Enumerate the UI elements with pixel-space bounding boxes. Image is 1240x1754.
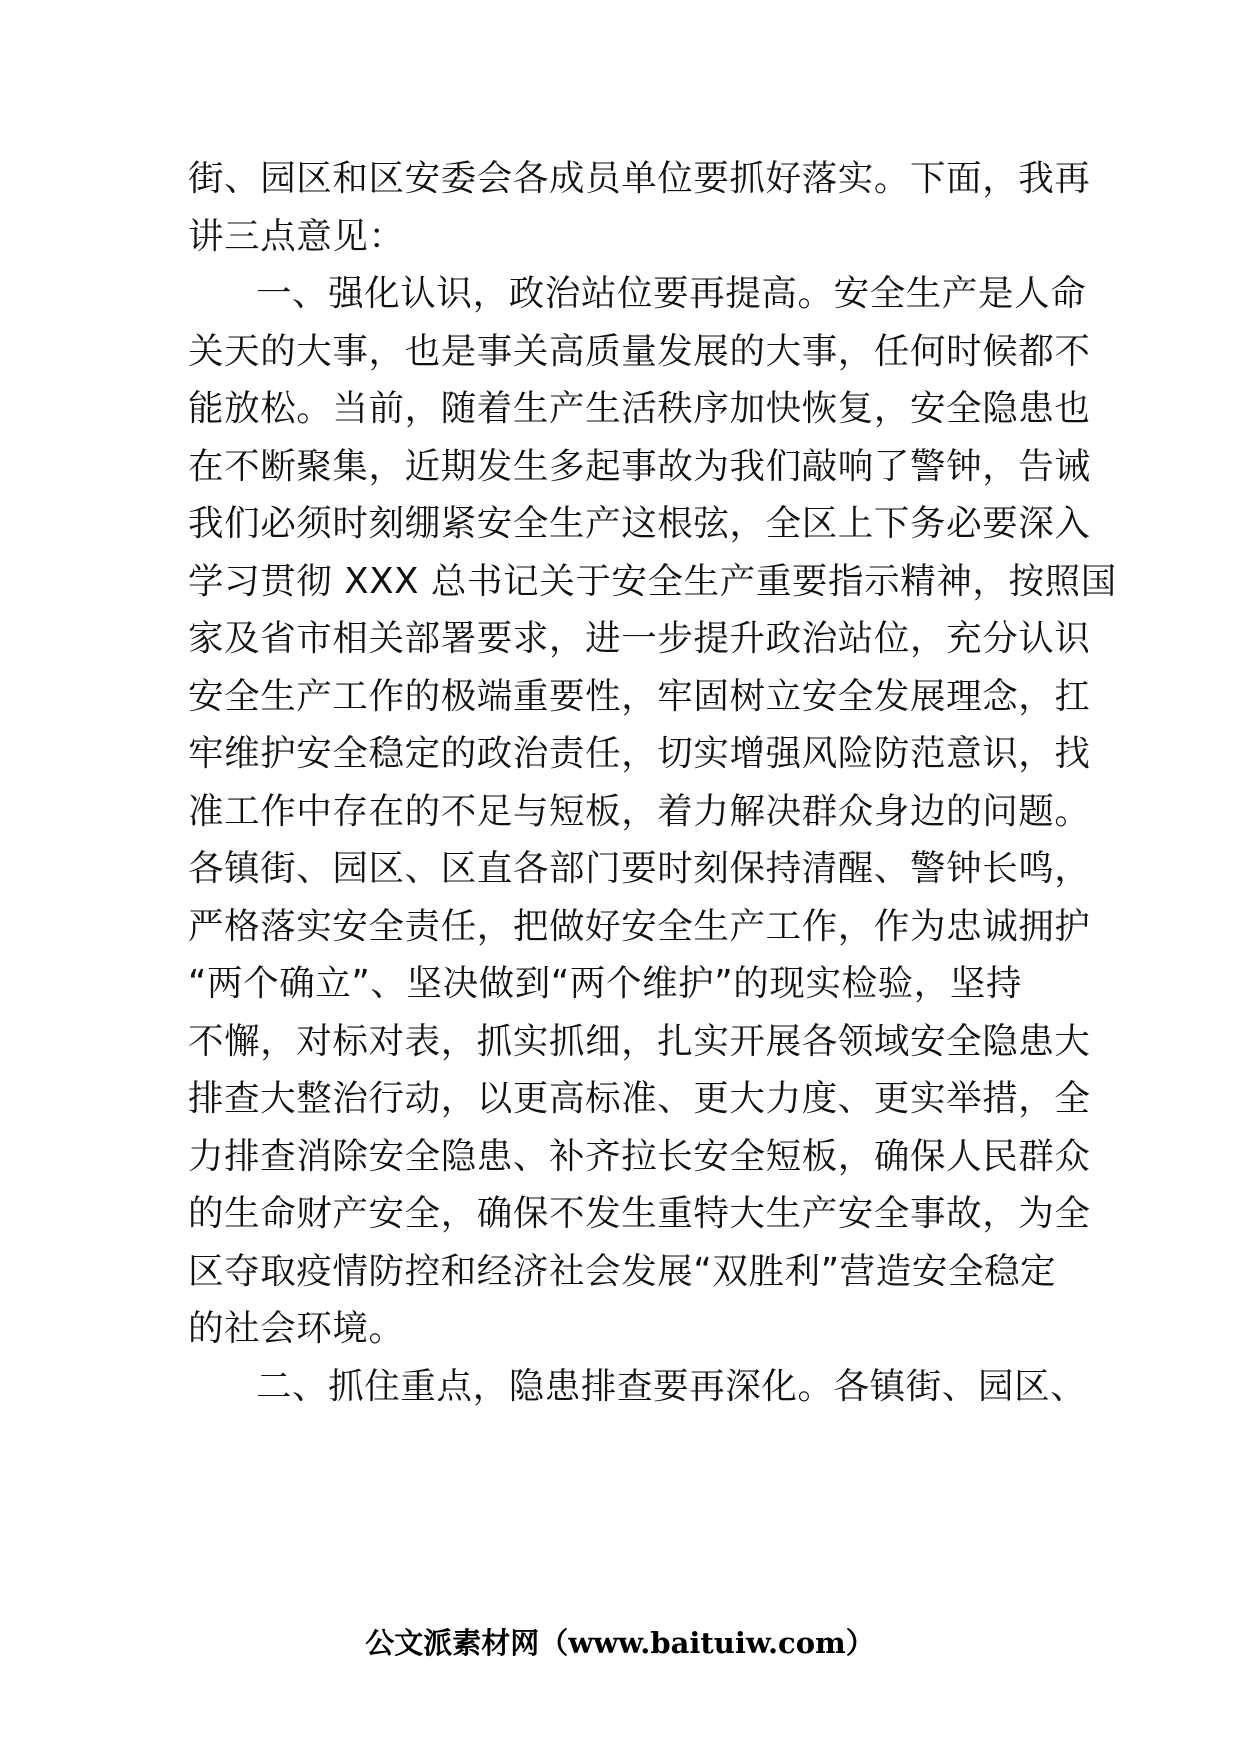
text-line: 力排查消除安全隐患、补齐拉长安全短板，确保人民群众 xyxy=(188,1136,1091,1177)
text-line: 我们必须时刻绷紧安全生产这根弦，全区上下务必要深入 xyxy=(188,503,1091,544)
paragraph-heading-1: 一、强化认识，政治站位要再提高。安全生产是人命 xyxy=(256,273,1087,314)
text-line: 学习贯彻 XXX 总书记关于安全生产重要指示精神，按照国 xyxy=(188,561,1117,602)
text-line: 准工作中存在的不足与短板，着力解决群众身边的问题。 xyxy=(188,791,1091,832)
text-line: 的社会环境。 xyxy=(188,1308,405,1349)
text-line: 排查大整治行动，以更高标准、更大力度、更实举措，全 xyxy=(188,1078,1091,1119)
text-line: 牢维护安全稳定的政治责任，切实增强风险防范意识，找 xyxy=(188,733,1091,774)
text-line: 的生命财产安全，确保不发生重特大生产安全事故，为全 xyxy=(188,1193,1091,1234)
text-line: 在不断聚集，近期发生多起事故为我们敲响了警钟，告诫 xyxy=(188,446,1091,487)
text-line: 家及省市相关部署要求，进一步提升政治站位，充分认识 xyxy=(188,618,1091,659)
text-line: 安全生产工作的极端重要性，牢固树立安全发展理念，扛 xyxy=(188,676,1091,717)
text-line: 关天的大事，也是事关高质量发展的大事，任何时候都不 xyxy=(188,331,1091,372)
text-line: 区夺取疫情防控和经济社会发展“双胜利”营造安全稳定 xyxy=(188,1251,1057,1292)
text-line: 能放松。当前，随着生产生活秩序加快恢复，安全隐患也 xyxy=(188,388,1091,429)
text-line: 严格落实安全责任，把做好安全生产工作，作为忠诚拥护 xyxy=(188,906,1091,947)
text-line: “两个确立”、坚决做到“两个维护”的现实检验，坚持 xyxy=(188,963,1023,1004)
paragraph-heading-2: 二、抓住重点，隐患排查要再深化。各镇街、园区、 xyxy=(256,1366,1087,1407)
text-line: 不懈，对标对表，抓实抓细，扎实开展各领域安全隐患大 xyxy=(188,1021,1091,1062)
text-line: 各镇街、园区、区直各部门要时刻保持清醒、警钟长鸣， xyxy=(188,848,1091,889)
text-line: 讲三点意见： xyxy=(188,216,405,257)
text-line: 街、园区和区安委会各成员单位要抓好落实。下面，我再 xyxy=(188,158,1091,199)
page-footer-watermark: 公文派素材网（www.baituiw.com） xyxy=(365,1626,875,1660)
